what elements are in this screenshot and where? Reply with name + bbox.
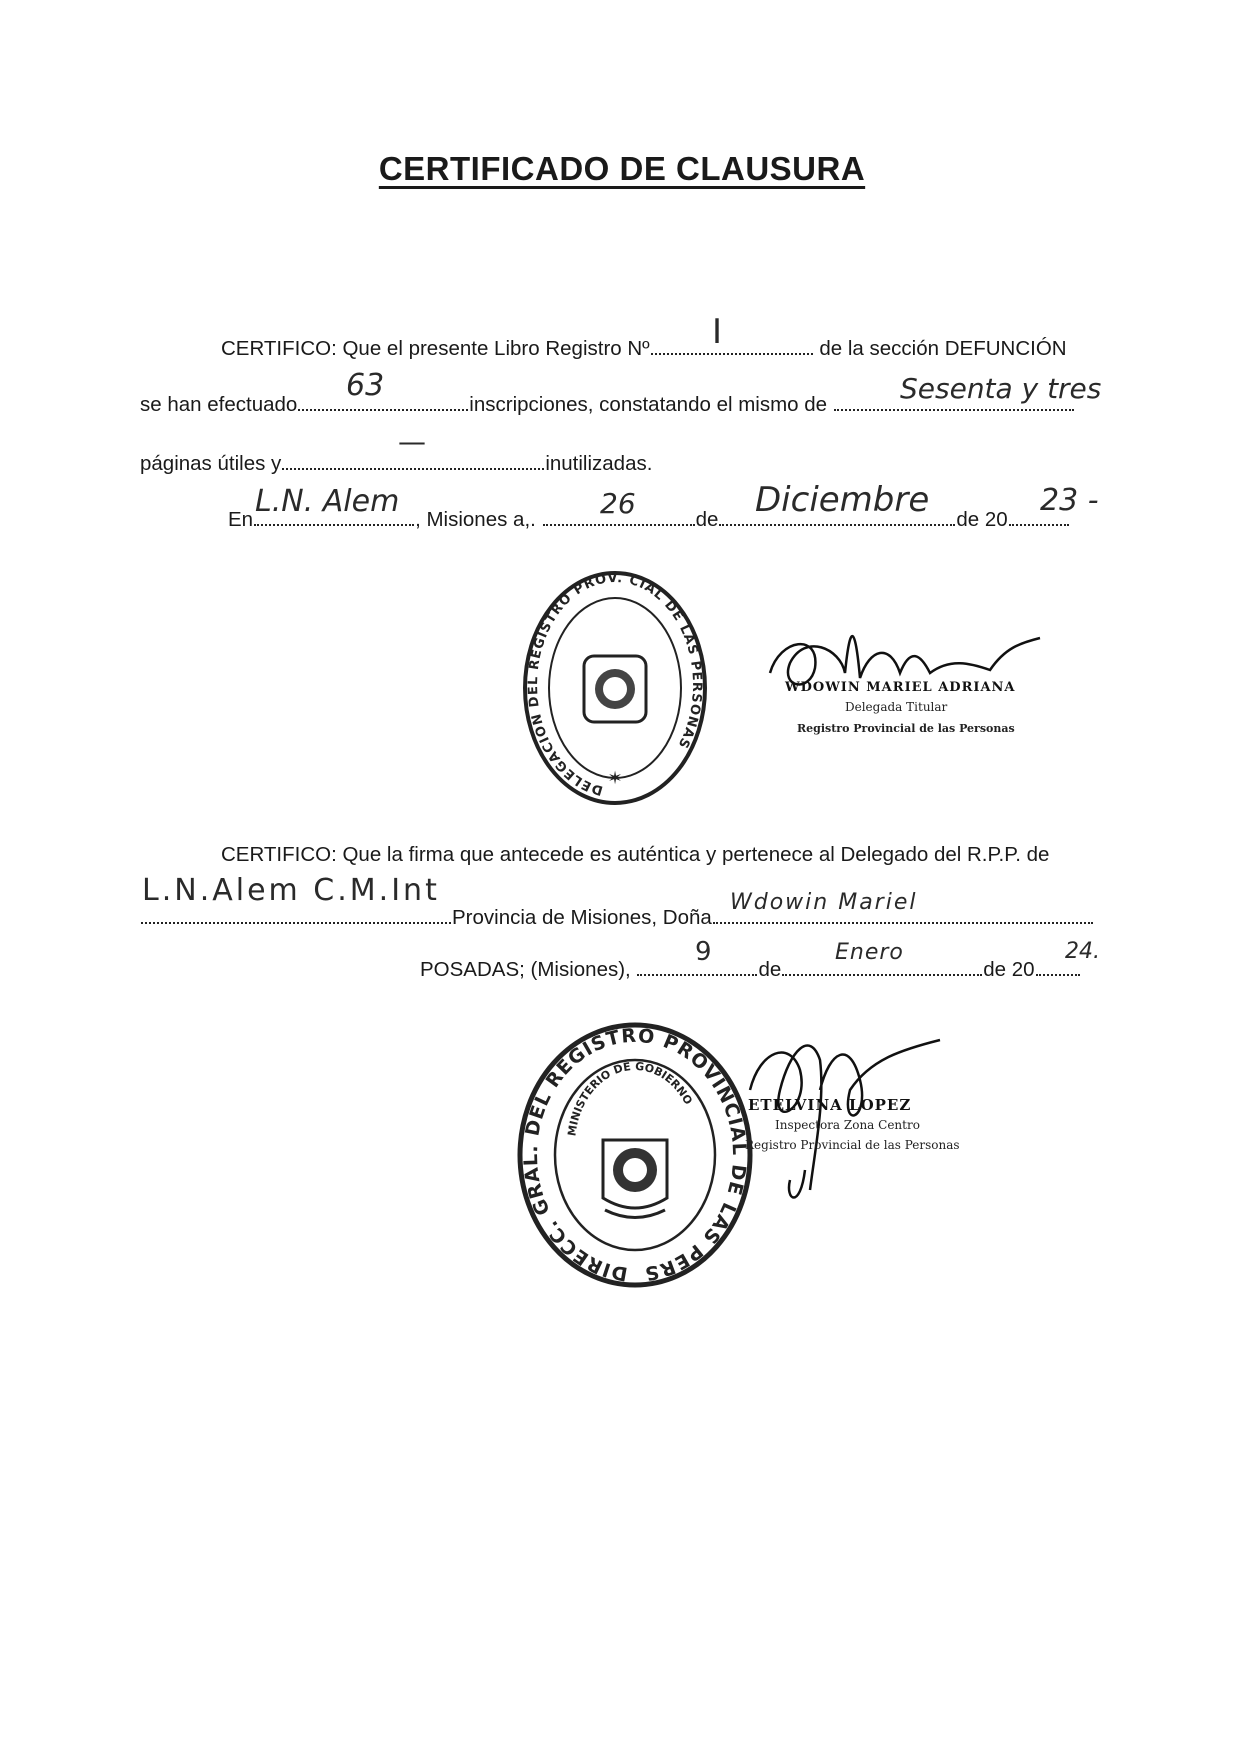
signature-1-org: Registro Provincial de las Personas bbox=[797, 722, 1015, 735]
handwritten-libro-number: I bbox=[712, 312, 723, 352]
stamp-direccion-outer-text: DIRECC. GRAL. DEL REGISTRO PROVINCIAL DE LAS PERS bbox=[519, 1024, 751, 1285]
dotted-blank bbox=[782, 973, 982, 976]
seccion-defuncion-label: de la sección DEFUNCIÓN bbox=[819, 337, 1067, 360]
inutilizadas-label: inutilizadas. bbox=[545, 452, 653, 475]
paginas-utiles-label: páginas útiles y bbox=[140, 452, 282, 475]
en-label: En bbox=[228, 508, 254, 531]
signature-2-role: Inspectora Zona Centro bbox=[775, 1118, 920, 1132]
posadas-label: POSADAS; (Misiones), bbox=[420, 958, 631, 981]
misiones-a-label: , Misiones a,. bbox=[415, 508, 536, 531]
certifico-line-3 bbox=[140, 452, 652, 476]
de-label-2: de bbox=[758, 958, 782, 981]
certifico-line-1 bbox=[221, 337, 1067, 361]
certifico-firma-line-3 bbox=[420, 958, 1081, 982]
svg-text:✶: ✶ bbox=[607, 768, 623, 788]
handwritten-anio-2: 24. bbox=[1065, 939, 1100, 964]
stamp-delegacion-text: DELEGACION DEL REGISTRO PROV. CIAL DE LAS PERSONAS bbox=[525, 570, 705, 798]
de-20-label: de 20 bbox=[956, 508, 1008, 531]
dotted-blank bbox=[651, 352, 813, 355]
svg-text:MINISTERIO DE GOBIERNO bbox=[565, 1060, 694, 1137]
handwritten-paginas-words: Sesenta y tres bbox=[900, 372, 1102, 405]
dotted-blank bbox=[1009, 523, 1069, 526]
handwritten-dia-2: 9 bbox=[695, 937, 712, 967]
dotted-blank bbox=[834, 408, 1074, 411]
signature-2-name: ETELVINA LOPEZ bbox=[748, 1096, 912, 1114]
inscripciones-label: inscripciones, constatando el mismo de bbox=[469, 393, 828, 416]
dotted-blank bbox=[141, 921, 451, 924]
handwritten-nombre: Wdowin Mariel bbox=[730, 890, 918, 915]
certifico-firma-line-1: CERTIFICO: Que la firma que antecede es auténtica y pertenece al Delegado del R.P.P. de bbox=[221, 843, 1050, 866]
handwritten-anio: 23 - bbox=[1040, 483, 1099, 518]
dotted-blank bbox=[282, 467, 544, 470]
handwritten-lugar-2: L.N.Alem C.M.Int bbox=[142, 873, 440, 908]
signature-2-org: Registro Provincial de las Personas bbox=[745, 1138, 960, 1152]
dotted-blank bbox=[543, 523, 695, 526]
dotted-blank bbox=[254, 523, 414, 526]
handwritten-dia: 26 bbox=[600, 487, 636, 520]
provincia-misiones-label: Provincia de Misiones, Doña bbox=[452, 906, 712, 929]
signature-1-scribble bbox=[760, 618, 1060, 713]
dotted-blank bbox=[719, 523, 955, 526]
dotted-blank bbox=[298, 408, 468, 411]
libro-registro-label: CERTIFICO: Que el presente Libro Registro Nº bbox=[221, 337, 650, 360]
stamp-direccion-inner-text: MINISTERIO DE GOBIERNO bbox=[565, 1059, 695, 1137]
stamp-delegacion bbox=[520, 568, 710, 813]
handwritten-inscripciones: 63 bbox=[346, 368, 385, 403]
handwritten-mes: Diciembre bbox=[755, 480, 930, 520]
stamp-direccion-general bbox=[515, 1020, 755, 1295]
handwritten-mes-2: Enero bbox=[835, 940, 904, 965]
efectuado-label: se han efectuado bbox=[140, 393, 298, 416]
handwritten-lugar: L.N. Alem bbox=[255, 484, 400, 519]
signature-1-role: Delegada Titular bbox=[845, 700, 948, 714]
signature-1-name: WDOWIN MARIEL ADRIANA bbox=[785, 680, 1016, 695]
handwritten-inutilizadas: — bbox=[398, 425, 426, 458]
dotted-blank bbox=[637, 973, 757, 976]
dotted-blank bbox=[1036, 973, 1080, 976]
document-title: CERTIFICADO DE CLAUSURA bbox=[378, 150, 866, 187]
de-label: de bbox=[695, 508, 719, 531]
de-20-label-2: de 20 bbox=[983, 958, 1035, 981]
certifico-firma-line-2 bbox=[140, 906, 1094, 930]
dotted-blank bbox=[713, 921, 1093, 924]
